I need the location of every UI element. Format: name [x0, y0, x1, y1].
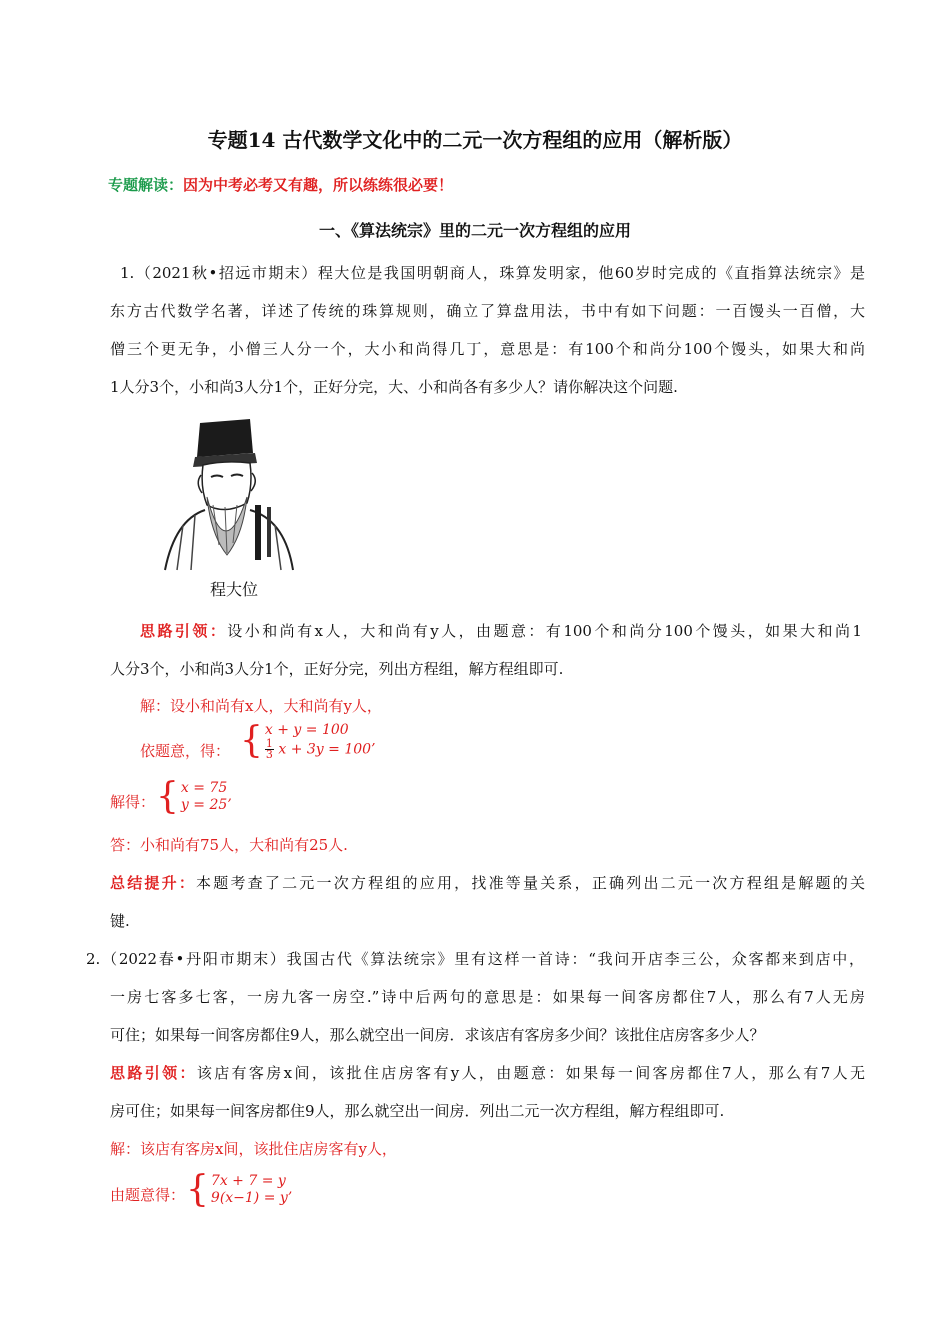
- problem1-result-system: [156, 776, 232, 817]
- section-heading: 一、《算法统宗》里的二元一次方程组的应用: [318, 221, 631, 240]
- problem2-line1: 2.（2022春•丹阳市期末）我国古代《算法统宗》里有这样一首诗：“我问开店李三公，众客都来到店中，: [86, 950, 864, 968]
- equation-2: [265, 739, 376, 760]
- problem1-solution-intro: 解：设小和尚有x人，大和尚有y人，: [140, 697, 382, 715]
- problem1-summary-line2: 键.: [110, 912, 130, 930]
- summary-label: 总结提升：: [110, 874, 197, 892]
- topic-intro: [108, 174, 453, 195]
- problem2-eq-label: 由题意得：: [110, 1186, 186, 1204]
- frac-numerator: 1: [265, 737, 273, 750]
- hint-label: 思路引领：: [140, 622, 228, 640]
- problem2-line3: 可住；如果每一间客房都住9人，那么就空出一间房．求该店有客房多少间？该批住店房客多少人？: [110, 1026, 765, 1044]
- equation-2-rest: x + 3y = 100’: [278, 741, 376, 758]
- hint-label: 思路引领：: [110, 1064, 197, 1082]
- result-2: y = 25’: [180, 797, 232, 813]
- equation-1: x + y = 100: [264, 722, 349, 738]
- cheng-dawei-portrait: [155, 415, 305, 575]
- problem1-equation-system: [240, 722, 376, 760]
- hint-text: 该店有客房x间，该批住店房客有y人，由题意：如果每一间客房都住7人，那么有7人无: [196, 1064, 865, 1082]
- problem1-line3: 僧三个更无争，小僧三人分一个，大小和尚得几丁，意思是：有100个和尚分100个馒头，如果大和尚: [110, 340, 865, 358]
- intro-label: 专题解读：: [108, 176, 184, 194]
- problem2-hint-line2: 房可住；如果每一间客房都住9人，那么就空出一间房．列出二元一次方程组，解方程组即可.: [110, 1102, 725, 1120]
- problem2-hint-line1: [110, 1062, 865, 1083]
- result-1: x = 75: [180, 780, 228, 796]
- problem1-hint-line1: [140, 620, 862, 641]
- portrait-caption: 程大位: [210, 580, 259, 599]
- problem1-answer: 答：小和尚有75人，大和尚有25人.: [110, 836, 348, 854]
- equation-1: 7x + 7 = y: [210, 1173, 286, 1189]
- summary-text: 本题考查了二元一次方程组的应用，找准等量关系，正确列出二元一次方程组是解题的关: [196, 874, 865, 892]
- brace: {: [240, 720, 263, 761]
- problem2-equation-system: [186, 1169, 293, 1210]
- page-title: 专题14 古代数学文化中的二元一次方程组的应用（解析版）: [207, 128, 743, 152]
- problem1-hint-line2: 人分3个，小和尚3人分1个，正好分完，列出方程组，解方程组即可.: [110, 660, 564, 678]
- problem1-eq-label: 依题意，得：: [140, 742, 231, 760]
- brace: {: [156, 776, 179, 817]
- equation-2: 9(x−1) = y’: [210, 1190, 293, 1206]
- problem1-summary-line1: [110, 872, 865, 893]
- problem1-line4: 1人分3个，小和尚3人分1个，正好分完，大、小和尚各有多少人？请你解决这个问题.: [110, 378, 678, 396]
- hint-text: 设小和尚有x人，大和尚有y人，由题意：有100个和尚分100个馒头，如果大和尚1: [227, 622, 862, 640]
- problem1-line1: 1.（2021秋•招远市期末）程大位是我国明朝商人，珠算发明家，他60岁时完成的《直指算法统宗》是: [120, 264, 865, 282]
- problem1-result-label: 解得：: [110, 793, 156, 811]
- problem2-solution-intro: 解：该店有客房x间，该批住店房客有y人，: [110, 1140, 397, 1158]
- brace: {: [186, 1169, 209, 1210]
- problem1-line2: 东方古代数学名著，详述了传统的珠算规则，确立了算盘用法，书中有如下问题：一百馒头一百僧，大: [110, 302, 865, 320]
- intro-text: 因为中考必考又有趣，所以练练很必要！: [183, 176, 454, 194]
- frac-denominator: 3: [265, 748, 273, 761]
- problem2-line2: 一房七客多七客，一房九客一房空.”诗中后两句的意思是：如果每一间客房都住7人，那么有7人无房: [110, 988, 865, 1006]
